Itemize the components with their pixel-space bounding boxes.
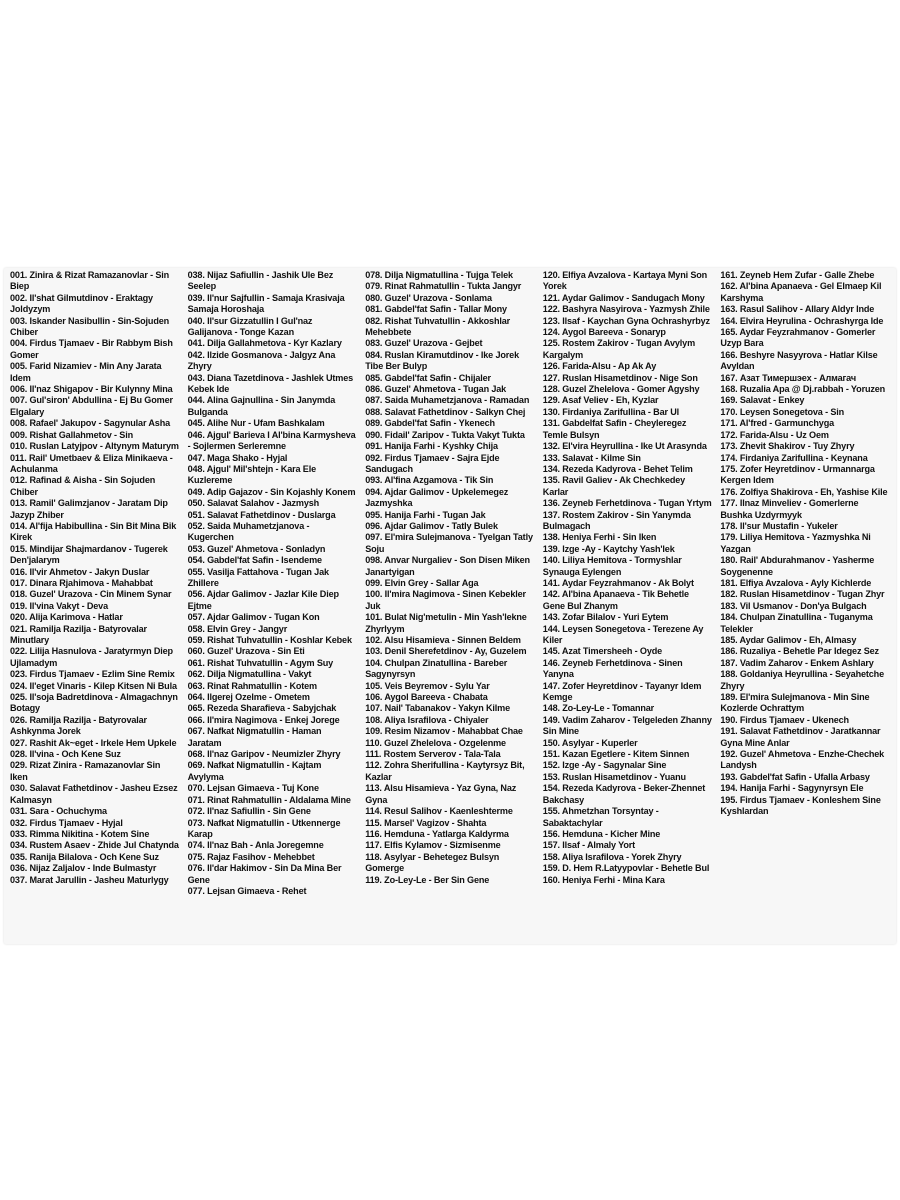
track-entry: 182. Ruslan Hisametdinov - Tugan Zhyr — [720, 589, 885, 600]
track-entry: 012. Rafinad & Aisha - Sin Sojuden Chiber — [10, 475, 156, 497]
track-entry: 123. Ilsaf - Kaychan Gyna Ochrashyrbyz — [542, 315, 710, 326]
track-entry: 157. Ilsaf - Almaly Yort — [542, 840, 636, 851]
track-entry: 192. Guzel' Ahmetova - Enzhe-Chechek Landysh — [720, 749, 885, 771]
track-entry: 014. Al'fija Habibullina - Sin Bit Mina Bik Kirek — [10, 520, 177, 543]
track-entry: 002. Il'shat Gilmutdinov - Eraktagy Joldyzym — [10, 292, 153, 315]
track-entry: 149. Vadim Zaharov - Telgeleden Zhanny Sin Mine — [542, 714, 712, 737]
track-entry: 131. Gabdelfat Safin - Cheyleregez Temle Bulsyn — [542, 418, 687, 440]
track-entry: 114. Resul Salihov - Kaenleshterme — [365, 806, 513, 817]
track-entry: 143. Zofar Bilalov - Yuri Eytem — [542, 612, 669, 623]
track-entry: 127. Ruslan Hisametdinov - Nige Son — [542, 372, 698, 383]
track-entry: 132. El'vira Heyrullina - Ike Ut Arasynda — [542, 441, 707, 452]
track-entry: 067. Nafkat Nigmatullin - Haman Jaratam — [187, 726, 322, 748]
track-entry: 184. Chulpan Zinatullina - Tuganyma Telekler — [720, 612, 873, 634]
track-entry: 187. Vadim Zaharov - Enkem Ashlary — [720, 657, 874, 668]
track-entry: 016. Il'vir Ahmetov - Jakyn Duslar — [10, 566, 150, 577]
track-entry: 028. Il'vina - Och Kene Suz — [10, 749, 121, 760]
tracklist-columns — [10, 270, 890, 940]
track-entry: 044. Alina Gajnullina - Sin Janymda Bulganda — [187, 395, 336, 417]
track-entry: 040. Il'sur Gizzatullin I Gul'naz Galijanova - Tonge Kazan — [187, 315, 313, 338]
track-entry: 108. Aliya Israfilova - Chiyaler — [365, 714, 489, 725]
track-entry: 024. Il'eget Vinaris - Kilep Kitsen Ni Bula — [10, 680, 177, 691]
track-entry: 122. Bashyra Nasyirova - Yazmysh Zhile — [542, 304, 710, 315]
track-entry: 021. Ramilja Razilja - Batyrovalar Minutlary — [10, 623, 147, 645]
track-entry: 080. Guzel' Urazova - Sonlama — [365, 292, 492, 303]
track-entry: 057. Ajdar Galimov - Tugan Kon — [187, 612, 320, 623]
track-entry: 042. Ilzide Gosmanova - Jalgyz Ana Zhyry — [187, 349, 336, 372]
track-entry: 133. Salavat - Kilme Sin — [542, 452, 641, 463]
tracklist-sheet — [4, 268, 896, 944]
track-entry: 178. Il'sur Mustafin - Yukeler — [720, 520, 838, 531]
track-entry: 109. Resim Nizamov - Mahabbat Chae — [365, 726, 523, 737]
track-entry: 169. Salavat - Enkey — [720, 395, 805, 406]
track-entry: 087. Saida Muhametzjanova - Ramadan — [365, 395, 530, 406]
track-entry: 102. Alsu Hisamieva - Sinnen Beldem — [365, 635, 521, 645]
track-entry: 134. Rezeda Kadyrova - Behet Telim — [542, 463, 693, 474]
track-entry: 045. Alihe Nur - Ufam Bashkalam — [187, 418, 325, 429]
track-entry: 004. Firdus Tjamaev - Bir Rabbym Bish Gomer — [10, 338, 173, 360]
track-entry: 073. Nafkat Nigmatullin - Utkennerge Karap — [187, 817, 341, 839]
track-entry: 124. Aygol Bareeva - Sonaryp — [542, 327, 666, 338]
track-entry: 148. Zo-Ley-Le - Tomannar — [542, 703, 655, 714]
track-entry: 125. Rostem Zakirov - Tugan Avylym Kargalym — [542, 338, 696, 360]
track-entry: 115. Marsel' Vagizov - Shahta — [365, 817, 487, 828]
track-entry: 046. Ajgul' Barieva I Al'bina Karmysheva - Sojlermen Serleremne — [187, 429, 356, 452]
track-entry: 136. Zeyneb Ferhetdinova - Tugan Yrtym — [542, 498, 712, 509]
track-entry: 185. Aydar Galimov - Eh, Almasy — [720, 635, 857, 645]
track-entry: 147. Zofer Heyretdinov - Tayanyr Idem Kemge — [542, 680, 702, 703]
track-entry: 051. Salavat Fathetdinov - Duslarga — [187, 509, 336, 520]
track-entry: 023. Firdus Tjamaev - Ezlim Sine Remix — [10, 669, 175, 680]
track-entry: 001. Zinira & Rizat Ramazanovlar - Sin Biep — [10, 270, 170, 292]
track-entry: 071. Rinat Rahmatullin - Aldalama Mine — [187, 794, 351, 805]
track-entry: 177. Ilnaz Minveliev - Gomerlerne Bushka Uzdyrmyyk — [720, 498, 859, 520]
track-entry: 075. Rajaz Fasihov - Mehebbet — [187, 851, 315, 862]
track-entry: 077. Lejsan Gimaeva - Rehet — [187, 885, 307, 896]
track-entry: 053. Guzel' Ahmetova - Sonladyn — [187, 543, 326, 554]
track-entry: 009. Rishat Gallahmetov - Sin — [10, 429, 134, 440]
track-entry: 141. Aydar Feyzrahmanov - Ak Bolyt — [542, 577, 694, 588]
track-entry: 128. Guzel Zhelelova - Gomer Agyshy — [542, 384, 700, 395]
track-entry: 164. Elvira Heyrulina - Ochrashyrga Ide — [720, 315, 884, 326]
track-entry: 086. Guzel' Ahmetova - Tugan Jak — [365, 384, 507, 395]
track-entry: 056. Ajdar Galimov - Jazlar Kile Diep Ejtme — [187, 589, 339, 611]
track-entry: 065. Rezeda Sharafieva - Sabyjchak — [187, 703, 337, 714]
track-entry: 084. Ruslan Kiramutdinov - Ike Jorek Tibe Ber Bulyp — [365, 349, 519, 372]
track-entry: 113. Alsu Hisamieva - Yaz Gyna, Naz Gyna — [365, 783, 517, 805]
track-entry: 059. Rishat Tuhvatullin - Koshlar Kebek — [187, 635, 352, 645]
track-entry: 137. Rostem Zakirov - Sin Yanymda Bulmagach — [542, 509, 691, 531]
track-entry: 072. Il'naz Safiullin - Sin Gene — [187, 806, 311, 817]
track-entry: 159. D. Hem R.Latyypovlar - Behetle Bul — [542, 863, 710, 874]
track-entry: 106. Aygol Bareeva - Chabata — [365, 692, 488, 703]
track-entry: 168. Ruzalia Apa @ Dj.rabbah - Yoruzen — [720, 384, 886, 395]
track-entry: 155. Ahmetzhan Torsyntay - Sabaktachylar — [542, 806, 659, 828]
track-entry: 138. Heniya Ferhi - Sin Iken — [542, 532, 657, 543]
track-entry: 047. Maga Shako - Hyjal — [187, 452, 288, 463]
track-entry: 174. Firdaniya Zarifullina - Keynana — [720, 452, 868, 463]
track-entry: 085. Gabdel'fat Safin - Chijaler — [365, 372, 491, 383]
track-entry: 103. Denil Sherefetdinov - Ay, Guzelem — [365, 646, 527, 657]
track-entry: 104. Chulpan Zinatullina - Bareber Sagynyrsyn — [365, 657, 508, 680]
track-entry: 126. Farida-Alsu - Ap Ak Ay — [542, 361, 657, 372]
track-entry: 083. Guzel' Urazova - Gejbet — [365, 338, 483, 349]
track-entry: 101. Bulat Nig'metulin - Min Yash'lekne Zhyrlyym — [365, 612, 527, 634]
track-entry: 175. Zofer Heyretdinov - Urmannarga Kergen Idem — [720, 463, 875, 486]
track-entry: 033. Rimma Nikitina - Kotem Sine — [10, 828, 150, 839]
track-entry: 008. Rafael' Jakupov - Sagynular Asha — [10, 418, 171, 429]
track-entry: 097. El'mira Sulejmanova - Tyelgan Tatly Soju — [365, 532, 533, 554]
track-entry: 027. Rashit Ak~eget - Irkele Hem Upkele — [10, 737, 177, 748]
track-entry: 018. Guzel' Urazova - Cin Minem Synar — [10, 589, 172, 600]
track-entry: 165. Aydar Feyzrahmanov - Gomerler Uzyp Bara — [720, 327, 876, 349]
track-entry: 041. Dilja Gallahmetova - Kyr Kazlary — [187, 338, 342, 349]
track-entry: 078. Dilja Nigmatullina - Tujga Telek — [365, 270, 513, 280]
track-entry: 183. Vil Usmanov - Don'ya Bulgach — [720, 600, 867, 611]
track-entry: 062. Dilja Nigmatullina - Vakyt — [187, 669, 312, 680]
track-entry: 070. Lejsan Gimaeva - Tuj Kone — [187, 783, 319, 794]
track-entry: 055. Vasilja Fattahova - Tugan Jak Zhillere — [187, 566, 329, 588]
track-entry: 188. Goldaniya Heyrullina - Seyahetche Zhyry — [720, 669, 884, 691]
track-entry: 048. Ajgul' Mil'shtejn - Kara Ele Kuzlereme — [187, 463, 316, 486]
track-entry: 100. Il'mira Nagimova - Sinen Kebekler Juk — [365, 589, 526, 611]
track-entry: 167. Азат Тимершэех - Алмагач — [720, 372, 856, 383]
track-entry: 163. Rasul Salihov - Allary Aldyr Inde — [720, 304, 875, 315]
track-entry: 112. Zohra Sherifullina - Kaytyrsyz Bit, Kazlar — [365, 760, 525, 782]
tracklist-column-2 — [188, 270, 358, 940]
track-entry: 146. Zeyneb Ferhetdinova - Sinen Yanyna — [542, 657, 683, 680]
track-entry: 095. Hanija Farhi - Tugan Jak — [365, 509, 486, 520]
track-entry: 140. Liliya Hemitova - Tormyshlar Synauga Eylengen — [542, 555, 682, 577]
track-entry: 158. Aliya Israfilova - Yorek Zhyry — [542, 851, 682, 862]
track-entry: 066. Il'mira Nagimova - Enkej Jorege — [187, 714, 340, 725]
track-entry: 176. Zolfiya Shakirova - Eh, Yashise Kile — [720, 486, 888, 497]
track-entry: 194. Hanija Farhi - Sagynyrsyn Ele — [720, 783, 864, 794]
track-entry: 152. Izge -Ay - Sagynalar Sine — [542, 760, 667, 771]
track-entry: 110. Guzel Zhelelova - Ozgelenme — [365, 737, 506, 748]
track-entry: 017. Dinara Rjahimova - Mahabbat — [10, 577, 153, 588]
track-entry: 006. Il'naz Shigapov - Bir Kulynny Mina — [10, 384, 173, 395]
track-entry: 058. Elvin Grey - Jangyr — [187, 623, 288, 634]
track-entry: 049. Adip Gajazov - Sin Kojashly Konem — [187, 486, 356, 497]
track-entry: 190. Firdus Tjamaev - Ukenech — [720, 714, 849, 725]
track-entry: 172. Farida-Alsu - Uz Oem — [720, 429, 829, 440]
track-entry: 052. Saida Muhametzjanova - Kugerchen — [187, 520, 310, 543]
track-entry: 096. Ajdar Galimov - Tatly Bulek — [365, 520, 498, 531]
track-entry: 116. Hemduna - Yatlarga Kaldyrma — [365, 828, 509, 839]
track-entry: 063. Rinat Rahmatullin - Kotem — [187, 680, 317, 691]
track-entry: 061. Rishat Tuhvatullin - Agym Suy — [187, 657, 334, 668]
track-entry: 120. Elfiya Avzalova - Kartaya Myni Son Yorek — [542, 270, 708, 292]
track-entry: 011. Rail' Umetbaev & Eliza Minikaeva - Achulanma — [10, 452, 173, 474]
track-entry: 015. Mindijar Shajmardanov - Tugerek Den'jalarym — [10, 543, 168, 566]
track-entry: 005. Farid Nizamiev - Min Any Jarata Idem — [10, 361, 162, 383]
track-entry: 173. Zhevit Shakirov - Tuy Zhyry — [720, 441, 855, 452]
tracklist-column-3 — [365, 270, 535, 940]
track-entry: 039. Il'nur Sajfullin - Samaja Krasivaja Samaja Horoshaja — [187, 292, 345, 315]
track-entry: 144. Leysen Sonegetova - Terezene Ay Kiler — [542, 623, 704, 645]
track-entry: 162. Al'bina Apanaeva - Gel Elmaep Kil Karshyma — [720, 281, 882, 303]
track-entry: 089. Gabdel'fat Safin - Ykenech — [365, 418, 495, 429]
track-entry: 079. Rinat Rahmatullin - Tukta Jangyr — [365, 281, 522, 292]
track-entry: 081. Gabdel'fat Safin - Tallar Mony — [365, 304, 507, 315]
track-entry: 094. Ajdar Galimov - Upkelemegez Jazmyshka — [365, 486, 509, 509]
track-entry: 160. Heniya Ferhi - Mina Kara — [542, 874, 665, 885]
track-entry: 151. Kazan Egetlere - Kitem Sinnen — [542, 749, 690, 760]
track-entry: 121. Aydar Galimov - Sandugach Mony — [542, 292, 705, 303]
track-entry: 154. Rezeda Kadyrova - Beker-Zhennet Bakchasy — [542, 783, 706, 805]
track-entry: 037. Marat Jarullin - Jasheu Maturlygy — [10, 874, 169, 885]
track-entry: 076. Il'dar Hakimov - Sin Da Mina Ber Gene — [187, 863, 342, 885]
track-entry: 082. Rishat Tuhvatullin - Akkoshlar Mehebbete — [365, 315, 511, 338]
track-entry: 032. Firdus Tjamaev - Hyjal — [10, 817, 123, 828]
track-entry: 036. Nijaz Zaljalov - Inde Bulmastyr — [10, 863, 157, 874]
track-entry: 107. Nail' Tabanakov - Yakyn Kilme — [365, 703, 511, 714]
track-entry: 186. Ruzaliya - Behetle Par Idegez Sez — [720, 646, 879, 657]
track-entry: 010. Ruslan Latyjpov - Altynym Maturym — [10, 441, 179, 452]
track-entry: 003. Iskander Nasibullin - Sin-Sojuden Chiber — [10, 315, 170, 338]
track-entry: 156. Hemduna - Kicher Mine — [542, 828, 661, 839]
track-entry: 098. Anvar Nurgaliev - Son Disen Miken Janartyigan — [365, 555, 530, 577]
track-entry: 119. Zo-Ley-Le - Ber Sin Gene — [365, 874, 490, 885]
track-entry: 145. Azat Timersheeh - Oyde — [542, 646, 663, 657]
track-entry: 170. Leysen Sonegetova - Sin — [720, 406, 845, 417]
track-entry: 026. Ramilja Razilja - Batyrovalar Ashkynma Jorek — [10, 714, 147, 737]
track-entry: 007. Gul'siron' Abdullina - Ej Bu Gomer Elgalary — [10, 395, 173, 417]
track-entry: 099. Elvin Grey - Sallar Aga — [365, 577, 479, 588]
track-entry: 025. Il'soja Badretdinova - Almagachnyn Botagy — [10, 692, 178, 714]
track-entry: 054. Gabdel'fat Safin - Isendeme — [187, 555, 322, 566]
track-entry: 189. El'mira Sulejmanova - Min Sine Kozlerde Ochrattym — [720, 692, 870, 714]
track-entry: 193. Gabdel'fat Safin - Ufalla Arbasy — [720, 771, 870, 782]
track-entry: 060. Guzel' Urazova - Sin Eti — [187, 646, 305, 657]
track-entry: 111. Rostem Serverov - Tala-Tala — [365, 749, 501, 760]
track-entry: 013. Ramil' Galimzjanov - Jaratam Dip Jazyp Zhiber — [10, 498, 168, 520]
track-entry: 181. Elfiya Avzalova - Ayly Kichlerde — [720, 577, 872, 588]
track-entry: 179. Liliya Hemitova - Yazmyshka Ni Yazgan — [720, 532, 871, 554]
track-entry: 161. Zeyneb Hem Zufar - Galle Zhebe — [720, 270, 875, 280]
track-entry: 171. Al'fred - Garmunchyga — [720, 418, 835, 429]
track-entry: 022. Lilija Hasnulova - Jaratyrmyn Diep Ujlamadym — [10, 646, 173, 668]
track-entry: 074. Il'naz Bah - Anla Joregemne — [187, 840, 324, 851]
track-entry: 092. Firdus Tjamaev - Sajra Ejde Sandugach — [365, 452, 500, 474]
tracklist-column-4 — [543, 270, 713, 940]
track-entry: 129. Asaf Veliev - Eh, Kyzlar — [542, 395, 659, 406]
track-entry: 135. Ravil Galiev - Ak Chechkedey Karlar — [542, 475, 686, 497]
track-entry: 180. Rail' Abdurahmanov - Yasherme Soygenenne — [720, 555, 875, 577]
track-entry: 195. Firdus Tjamaev - Konleshem Sine Kyshlardan — [720, 794, 881, 817]
track-entry: 030. Salavat Fathetdinov - Jasheu Ezsez Kalmasyn — [10, 783, 178, 805]
track-entry: 034. Rustem Asaev - Zhide Jul Chatynda — [10, 840, 179, 851]
track-entry: 031. Sara - Ochuchyma — [10, 806, 107, 817]
track-entry: 091. Hanija Farhi - Kyshky Chija — [365, 441, 498, 452]
track-entry: 029. Rizat Zinira - Ramazanovlar Sin Iken — [10, 760, 161, 782]
track-entry: 130. Firdaniya Zarifullina - Bar Ul — [542, 406, 680, 417]
track-entry: 064. Ilgerej Ozelme - Ometem — [187, 692, 310, 703]
track-entry: 050. Salavat Salahov - Jazmysh — [187, 498, 320, 509]
track-entry: 105. Veis Beyremov - Sylu Yar — [365, 680, 490, 691]
track-entry: 191. Salavat Fathetdinov - Jaratkannar Gyna Mine Anlar — [720, 726, 881, 748]
track-entry: 088. Salavat Fathetdinov - Salkyn Chej — [365, 406, 526, 417]
track-entry: 166. Beshyre Nasyyrova - Hatlar Kilse Avyldan — [720, 349, 878, 372]
track-entry: 069. Nafkat Nigmatullin - Kajtam Avylyma — [187, 760, 322, 782]
track-entry: 150. Asylyar - Kuperler — [542, 737, 638, 748]
track-entry: 038. Nijaz Safiullin - Jashik Ule Bez Seelep — [187, 270, 334, 292]
track-entry: 019. Il'vina Vakyt - Deva — [10, 600, 108, 611]
track-entry: 118. Asylyar - Behetegez Bulsyn Gomerge — [365, 851, 500, 874]
track-entry: 142. Al'bina Apanaeva - Tik Behetle Gene Bul Zhanym — [542, 589, 689, 611]
track-entry: 035. Ranija Bilalova - Och Kene Suz — [10, 851, 159, 862]
tracklist-column-1 — [10, 270, 180, 940]
track-entry: 090. Fidail' Zaripov - Tukta Vakyt Tukta — [365, 429, 525, 440]
track-entry: 093. Al'fina Azgamova - Tik Sin — [365, 475, 494, 486]
track-entry: 117. Elfis Kylamov - Sizmisenme — [365, 840, 501, 851]
track-entry: 139. Izge -Ay - Kaytchy Yash'lek — [542, 543, 675, 554]
track-entry: 068. Il'naz Garipov - Neumizler Zhyry — [187, 749, 341, 760]
track-entry: 020. Alija Karimova - Hatlar — [10, 612, 123, 623]
track-entry: 043. Diana Tazetdinova - Jashlek Utmes Kebek Ide — [187, 372, 354, 395]
tracklist-column-5 — [720, 270, 890, 940]
track-entry: 153. Ruslan Hisametdinov - Yuanu — [542, 771, 686, 782]
